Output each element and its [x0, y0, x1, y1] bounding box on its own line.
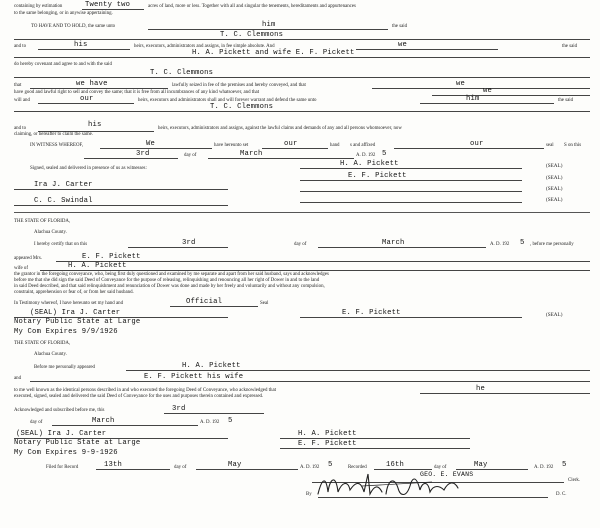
- field-cert-day: 3rd: [182, 239, 196, 247]
- text-appertaining: to the same belonging, or in anywise appertaining.: [14, 11, 113, 16]
- text-body-2: before me that she did sign the said Deed of Conveyance for the purpose of releasing, relinquishing and renouncing all her right of Dower in and to the land: [14, 278, 320, 283]
- underline: [420, 103, 554, 104]
- underline: [300, 317, 522, 318]
- field-our: our: [80, 95, 94, 103]
- field-grantee-name-2: T. C. Clemmons: [150, 69, 214, 77]
- text-ad: A. D. 192: [300, 465, 320, 470]
- underline: [30, 381, 590, 382]
- text-estimation: containing by estimation: [14, 4, 63, 9]
- text-the-said: the said: [562, 44, 578, 49]
- underline: [318, 247, 486, 248]
- text-day-of: day of: [184, 153, 197, 158]
- text-day-of: day of: [294, 242, 307, 247]
- field-him: him: [466, 95, 480, 103]
- field-his: his: [74, 41, 88, 49]
- underline: [56, 261, 590, 262]
- text-and-to-2: and to: [14, 126, 27, 131]
- field-notary-4: (SEAL) Ira J. Carter: [16, 430, 107, 438]
- text-day-of: day of: [30, 420, 43, 425]
- text-body-3: in said Deed described, and that said relinquishment and renunciation of Dower was done and made by her freely and voluntarily and without any compulsion,: [14, 284, 325, 289]
- field-our-seal: our: [470, 140, 484, 148]
- text-and: and: [14, 376, 22, 381]
- field-husband: H. A. Pickett: [68, 262, 127, 270]
- text-hand: hand: [330, 143, 340, 148]
- underline: [14, 205, 228, 206]
- underline: [456, 469, 528, 470]
- field-notary-5: Notary Public State at Large: [14, 439, 141, 447]
- text-acknowledged: Acknowledged and subscribed before me, this: [14, 408, 105, 413]
- text-state: THE STATE OF FLORIDA,: [14, 219, 71, 224]
- field-clerk-name: GEO. E. EVANS: [420, 471, 474, 478]
- text-seal-word: Seal: [260, 301, 269, 306]
- seal-label: (SEAL): [546, 163, 563, 169]
- text-before-me: , before me personally: [530, 242, 574, 247]
- field-rec-year: 5: [562, 461, 567, 469]
- text-clerk: Clerk.: [568, 478, 581, 483]
- underline: [128, 247, 228, 248]
- text-by: By: [306, 492, 312, 497]
- underline: [300, 180, 522, 181]
- text-ad: A. D. 192: [490, 242, 510, 247]
- text-ad: A. D. 192: [200, 420, 220, 425]
- underline: [84, 158, 178, 159]
- underline: [300, 191, 522, 192]
- text-filed: Filed for Record: [46, 465, 79, 470]
- text-acres: acres of land, more or less. Together with all and singular the tenements, hereditaments and appurtenances: [148, 4, 356, 9]
- underline: [432, 95, 590, 96]
- field-ack-name-1: H. A. Pickett: [182, 362, 241, 370]
- underline: [52, 425, 198, 426]
- field-ack-year: 5: [228, 417, 233, 425]
- field-wife-signature: E. F. Pickett: [342, 309, 401, 317]
- underline: [208, 158, 354, 159]
- seal-label: (SEAL): [546, 197, 563, 203]
- field-rec-day: 16th: [386, 461, 405, 469]
- text-certify: I hereby certify that on this: [34, 242, 88, 247]
- text-executed: executed, signed, sealed and delivered the said Deed of Conveyance for the uses and purposes therein contained and expressed.: [14, 394, 264, 399]
- underline: [164, 413, 264, 414]
- text-the-said: the said: [392, 24, 408, 29]
- text-county-2: Alachua County.: [34, 352, 67, 357]
- field-he: he: [476, 385, 486, 393]
- field-ack-month: March: [92, 417, 115, 425]
- field-month: March: [240, 150, 263, 158]
- field-grantee-name-3: T. C. Clemmons: [210, 103, 274, 111]
- text-that: that: [14, 83, 22, 88]
- field-ack-sign-2: E. F. Pickett: [298, 440, 357, 448]
- field-notary-1: (SEAL) Ira J. Carter: [30, 309, 121, 317]
- text-before-appeared: Before me personally appeared: [34, 365, 95, 370]
- field-ack-day: 3rd: [172, 405, 186, 413]
- text-ad: A. D. 192: [356, 153, 376, 158]
- text-signed-sealed: Signed, sealed and delivered in presence of us as witnesses:: [30, 166, 147, 171]
- field-we: we: [398, 41, 408, 49]
- underline: [262, 148, 328, 149]
- text-and-to: and to: [14, 44, 27, 49]
- text-body-1: the grantor in the foregoing conveyance, who, being first duly questioned and examined by me separate and apart from her said husband, says and acknowledges: [14, 272, 329, 277]
- text-state-2: THE STATE OF FLORIDA,: [14, 341, 71, 346]
- text-day-of: day of: [434, 465, 447, 470]
- underline: [148, 29, 388, 30]
- text-lawfully-seized: lawfully seized in fee of the premises and hereby conveyed, and that: [172, 83, 306, 88]
- text-county: Alachua County.: [34, 230, 67, 235]
- underline: [96, 469, 170, 470]
- field-appeared-name: E. F. Pickett: [82, 253, 141, 261]
- text-testimony: In Testimony whereof, I have hereunto set my hand and: [14, 301, 124, 306]
- text-recorded: Recorded: [348, 465, 367, 470]
- text-appeared: appeared Mrs.: [14, 256, 42, 261]
- text-good-right: have good and lawful right to sell and convey the same; that it is free from all incumbrances of any kind whatsoever, and that: [14, 90, 260, 95]
- text-body-4: constraint, apprehension or fear of, or from her said husband.: [14, 290, 134, 295]
- underline: [100, 148, 212, 149]
- underline: [38, 103, 134, 104]
- underline: [394, 148, 544, 149]
- field-rec-month: May: [474, 461, 488, 469]
- text-have-hold: TO HAVE AND TO HOLD, the same unto: [31, 24, 116, 29]
- deputy-signature: [312, 468, 462, 502]
- field-filed-year: 5: [328, 461, 333, 469]
- field-filed-day: 13th: [104, 461, 123, 469]
- field-grantor-1: H. A. Pickett: [340, 160, 399, 168]
- text-heirs-fee: heirs, executors, administrators and assigns, in fee simple absolute. And: [134, 44, 275, 49]
- field-we-3: we: [483, 87, 493, 95]
- section-divider: [14, 212, 590, 213]
- text-day-of: day of: [174, 465, 187, 470]
- seal-label: (SEAL): [546, 312, 563, 318]
- field-witness-2: C. C. Swindal: [34, 197, 93, 205]
- field-day: 3rd: [136, 150, 150, 158]
- field-witness-1: Ira J. Carter: [34, 181, 93, 189]
- seal-label: (SEAL): [546, 186, 563, 192]
- underline: [14, 111, 590, 112]
- field-ack-name-2: E. F. Pickett his wife: [144, 373, 244, 381]
- text-have-set: have hereunto set: [214, 143, 249, 148]
- underline: [38, 49, 130, 50]
- underline: [14, 57, 590, 58]
- underline: [126, 370, 590, 371]
- text-on-this: S on this: [564, 143, 582, 148]
- underline: [280, 448, 470, 449]
- field-ack-sign-1: H. A. Pickett: [298, 430, 357, 438]
- text-claiming: claiming, or hereafter to claim the same.: [14, 132, 94, 137]
- text-lawful-claims: heirs, executors, administrators and assigns, against the lawful claims and demands of any and all persons whomsoever, now: [158, 126, 402, 131]
- field-we-have: we have: [76, 80, 108, 88]
- field-we-2: we: [456, 80, 466, 88]
- field-grantee-name: T. C. Clemmons: [220, 31, 284, 39]
- field-grantee-pronoun: him: [262, 21, 276, 29]
- underline: [14, 77, 590, 78]
- underline: [300, 168, 522, 169]
- field-grantors: H. A. Pickett and wife E. F. Pickett: [192, 49, 355, 57]
- field-his-2: his: [88, 121, 102, 129]
- field-acres: Twenty two: [85, 1, 131, 9]
- text-well-known: to me well known as the identical persons described in and who executed the foregoing Deed of Conveyance, who acknowledged that: [14, 388, 276, 393]
- field-notary-6: My Com Expires 9-9-1926: [14, 449, 118, 457]
- underline: [170, 306, 258, 307]
- text-dc: D. C.: [556, 492, 567, 497]
- text-covenant: do hereby covenant and agree to and with the said: [14, 62, 112, 67]
- underline: [14, 189, 228, 190]
- text-affixed: s and affixed: [350, 143, 376, 148]
- seal-label: (SEAL): [546, 175, 563, 181]
- underline: [420, 393, 590, 394]
- underline: [300, 202, 522, 203]
- underline: [14, 39, 590, 40]
- text-wife-of: wife of: [14, 266, 28, 271]
- text-witness-whereof: IN WITNESS WHEREOF,: [30, 143, 84, 148]
- field-filed-month: May: [228, 461, 242, 469]
- field-cert-month: March: [382, 239, 405, 247]
- underline: [196, 469, 298, 470]
- text-ad: A. D. 192: [534, 465, 554, 470]
- text-seal: seal: [546, 143, 554, 148]
- underline: [280, 438, 470, 439]
- field-we-wit: We: [146, 140, 156, 148]
- underline: [372, 88, 590, 89]
- field-cert-year: 5: [520, 239, 525, 247]
- underline: [356, 49, 498, 50]
- field-notary-3: My Com Expires 9/9/1926: [14, 328, 118, 336]
- field-our-wit: our: [284, 140, 298, 148]
- text-warrant: heirs, executors and administrators shall and will forever warrant and defend the same unto: [138, 98, 317, 103]
- field-official: Official: [186, 298, 223, 306]
- text-will-and: will and: [14, 98, 30, 103]
- text-the-said: the said: [558, 98, 574, 103]
- field-notary-2: Notary Public State at Large: [14, 318, 141, 326]
- field-year: 5: [382, 150, 387, 158]
- field-grantor-2: E. F. Pickett: [348, 172, 407, 180]
